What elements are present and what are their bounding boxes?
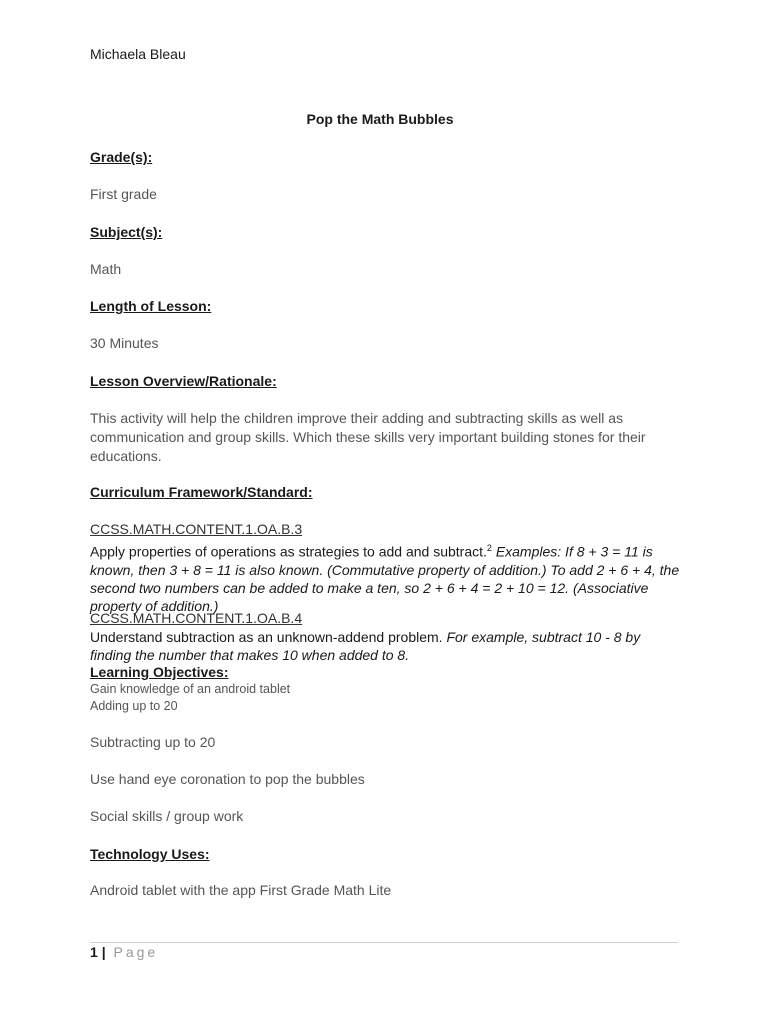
footer-separator: |	[101, 944, 106, 960]
footer-divider	[90, 942, 678, 943]
objective-item: Adding up to 20	[90, 699, 178, 713]
objective-item: Social skills / group work	[90, 808, 244, 824]
standard-description-2: Understand subtraction as an unknown-addend problem.	[90, 629, 443, 645]
standard-text-1	[90, 539, 680, 615]
page-footer	[90, 944, 158, 960]
technology-value: Android tablet with the app First Grade Math Lite	[90, 882, 392, 898]
standard-text-2	[90, 628, 680, 664]
subjects-heading: Subject(s):	[90, 224, 163, 240]
objective-item: Subtracting up to 20	[90, 734, 216, 750]
lesson-title: Pop the Math Bubbles	[306, 111, 454, 127]
standard-example-1: Examples: If 8 + 3 = 11 is known, then 3 + 8 = 11 is also known. (Commutative property of addition.) To add 2 + 6 + 4, the second two numbers can be added to make a ten, so 2 + 6 + 4 = 2 + 10 = 12. (Associative property of addition.)	[90, 543, 680, 614]
objective-item: Gain knowledge of an android tablet	[90, 682, 291, 696]
standard-example-2: For example, subtract 10 - 8 by finding the number that makes 10 when added to 8.	[90, 629, 641, 663]
grades-heading: Grade(s):	[90, 149, 153, 165]
standard-code-1[interactable]: CCSS.MATH.CONTENT.1.OA.B.3	[90, 521, 303, 537]
page-number: 1	[90, 944, 98, 960]
subjects-value: Math	[90, 261, 122, 277]
curriculum-heading: Curriculum Framework/Standard:	[90, 484, 313, 500]
page-label: Page	[113, 944, 159, 960]
overview-heading: Lesson Overview/Rationale:	[90, 373, 277, 389]
objective-item: Use hand eye coronation to pop the bubbles	[90, 771, 365, 787]
length-value: 30 Minutes	[90, 335, 159, 351]
objectives-heading: Learning Objectives:	[90, 664, 229, 680]
footnote-marker: 2	[486, 543, 492, 553]
overview-text: This activity will help the children improve their adding and subtracting skills as well as communication and group skills. Which these skills very important building stones for their educations.	[90, 410, 646, 464]
standard-code-2[interactable]: CCSS.MATH.CONTENT.1.OA.B.4	[90, 610, 303, 626]
standard-description-1: Apply properties of operations as strategies to add and subtract.	[90, 543, 487, 560]
technology-heading: Technology Uses:	[90, 846, 210, 862]
grades-value: First grade	[90, 186, 157, 202]
length-heading: Length of Lesson:	[90, 298, 212, 314]
author-name: Michaela Bleau	[90, 46, 186, 62]
